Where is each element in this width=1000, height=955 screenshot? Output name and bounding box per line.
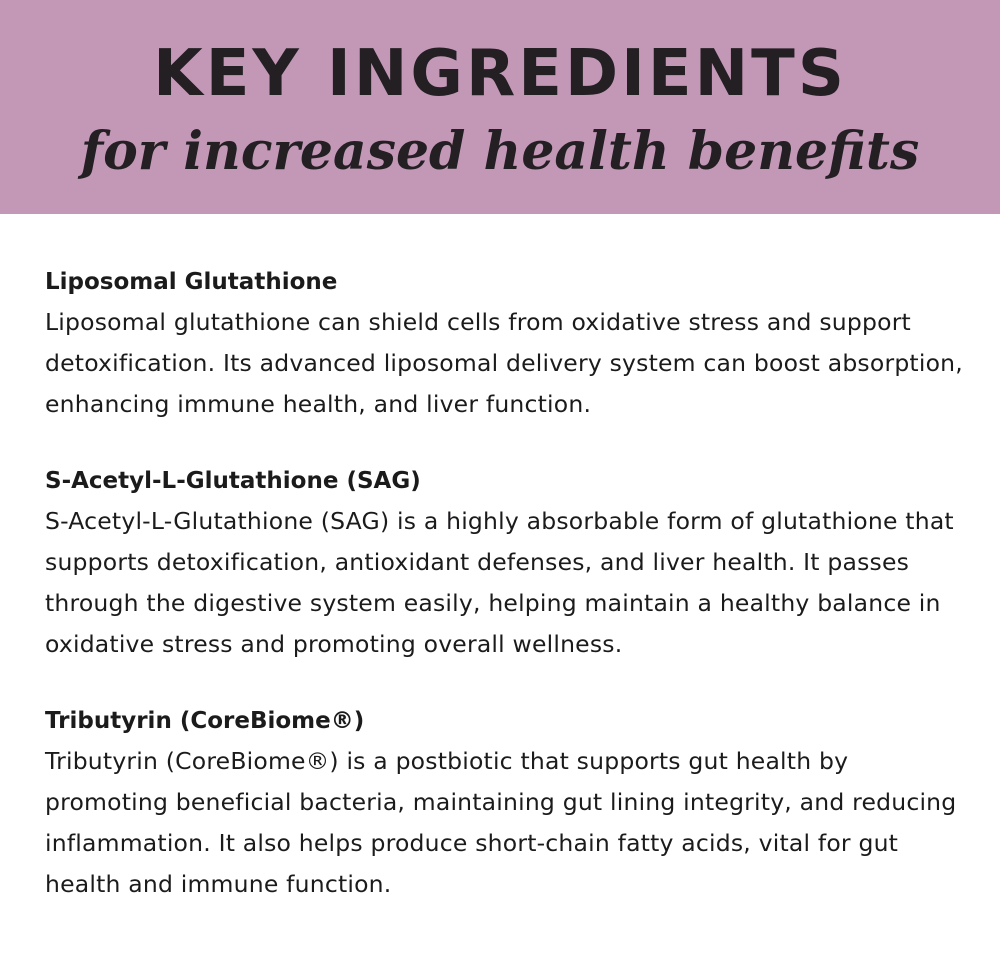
header-banner [0,0,1000,214]
ingredient-name: Tributyrin (CoreBiome®) [45,708,365,734]
ingredient-s-acetyl-l-glutathione [45,461,975,665]
ingredient-description: Liposomal glutathione can shield cells from oxidative stress and support detoxification. Its advanced liposomal delivery system can boost absorption, enhancing immune health, and liver function. [45,308,963,418]
ingredient-list [45,262,975,941]
ingredient-name: Liposomal Glutathione [45,269,338,295]
ingredient-tributyrin [45,701,975,905]
ingredient-name: S-Acetyl-L-Glutathione (SAG) [45,468,421,494]
ingredient-description: Tributyrin (CoreBiome®) is a postbiotic that supports gut health by promoting beneficial bacteria, maintaining gut lining integrity, and reducing inflammation. It also helps produce short-chain fatty acids, vital for gut health and immune function. [45,747,957,898]
ingredient-description: S-Acetyl-L-Glutathione (SAG) is a highly absorbable form of glutathione that supports detoxification, antioxidant defenses, and liver health. It passes through the digestive system easily, helping maintain a healthy balance in oxidative stress and promoting overall wellness. [45,507,954,658]
page-subtitle: for increased health benefits [80,121,920,182]
ingredient-liposomal-glutathione [45,262,975,425]
page-title: KEY INGREDIENTS [153,37,847,111]
